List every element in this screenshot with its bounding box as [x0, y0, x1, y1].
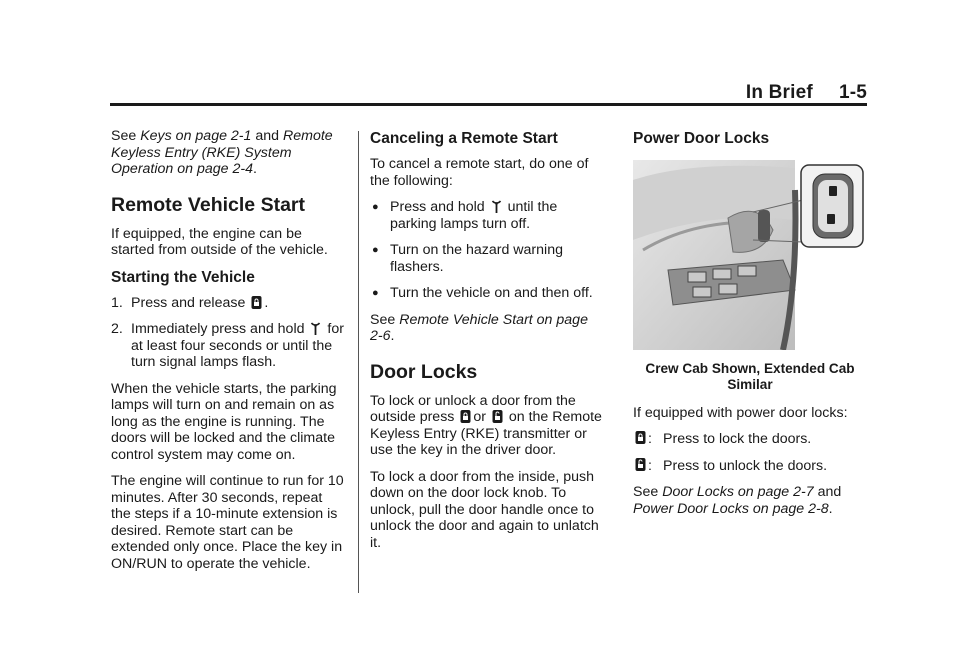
unlock-icon [492, 409, 503, 424]
link-door-locks[interactable]: Door Locks on page 2-7 [662, 484, 814, 500]
link-rke[interactable]: Remote Keyless Entry (RKE) System Operation on page 2-4 [111, 128, 333, 177]
para-engine-run: The engine will continue to run for 10 minutes. After 30 seconds, repeat the steps if a 10-minute extension is desired. Remote start can be extended only once. Place the key in ON/RUN to operate the vehicle. [111, 473, 344, 572]
see-reference: See Door Locks on page 2-7 and Power Door Locks on page 2-8. [633, 484, 842, 517]
column-2 [370, 128, 604, 561]
heading-power-door-locks: Power Door Locks [633, 130, 770, 147]
remote-start-icon [310, 321, 321, 336]
heading-canceling-remote-start: Canceling a Remote Start [370, 130, 558, 147]
link-keys[interactable]: Keys on page 2-1 [140, 128, 252, 144]
door-lock-para-1: To lock or unlock a door from the outside press or on the Remote Keyless Entry (RKE) transmitter or use the key in the driver door. [370, 392, 602, 458]
column-1 [111, 128, 345, 582]
see-reference: See Keys on page 2-1 and Remote Keyless Entry (RKE) System Operation on page 2-4. [111, 128, 333, 177]
step-1: 1. Press and release . [111, 294, 269, 311]
remote-start-intro: If equipped, the engine can be started from outside of the vehicle. [111, 225, 328, 258]
lock-icon [635, 430, 646, 445]
heading-remote-vehicle-start: Remote Vehicle Start [111, 193, 305, 216]
link-power-door-locks[interactable]: Power Door Locks on page 2-8 [633, 500, 829, 517]
column-divider [358, 131, 359, 593]
bullet-icon: ● [372, 244, 379, 256]
lock-icon [460, 409, 471, 424]
page-header [746, 82, 867, 104]
cancel-intro: To cancel a remote start, do one of the following: [370, 156, 589, 189]
bullet-hazard: ● Turn on the hazard warning flashers. [372, 242, 563, 275]
unlock-icon [635, 457, 646, 472]
unlock-key-row: : Press to unlock the doors. [633, 458, 867, 475]
door-lock-para-2: To lock a door from the inside, push down on the door lock knob. To unlock, pull the door handle once to unlock the door and again to unlatch it. [370, 468, 599, 551]
header-rule [110, 103, 867, 106]
heading-door-locks: Door Locks [370, 360, 478, 383]
lock-icon [251, 295, 262, 310]
remote-start-icon [491, 199, 502, 214]
para-vehicle-starts: When the vehicle starts, the parking lamps will turn on and remain on as long as the engine is running. The doors will be locked and the climate control system may come on. [111, 380, 337, 463]
bullet-vehicle-on-off: ● Turn the vehicle on and then off. [372, 285, 593, 301]
door-panel-illustration [633, 160, 865, 350]
lock-key-row: : Press to lock the doors. [633, 431, 867, 448]
figure-caption: Crew Cab Shown, Extended Cab Similar [645, 360, 855, 392]
column-3 [633, 128, 867, 527]
link-remote-vehicle-start[interactable]: Remote Vehicle Start on page 2-6 [370, 311, 588, 344]
heading-starting-vehicle: Starting the Vehicle [111, 268, 255, 286]
see-reference: See Remote Vehicle Start on page 2-6. [370, 311, 588, 344]
power-lock-intro: If equipped with power door locks: [633, 404, 848, 421]
page-number: 1-5 [838, 82, 867, 103]
bullet-icon: ● [372, 287, 379, 299]
section-title: In Brief [745, 82, 813, 103]
bullet-icon: ● [372, 201, 379, 213]
bullet-press-hold: ● Press and hold until the parking lamps turn off. [372, 199, 558, 232]
step-2: 2. Immediately press and hold for at least four seconds or until the turn signal lamps flash. [111, 321, 344, 370]
